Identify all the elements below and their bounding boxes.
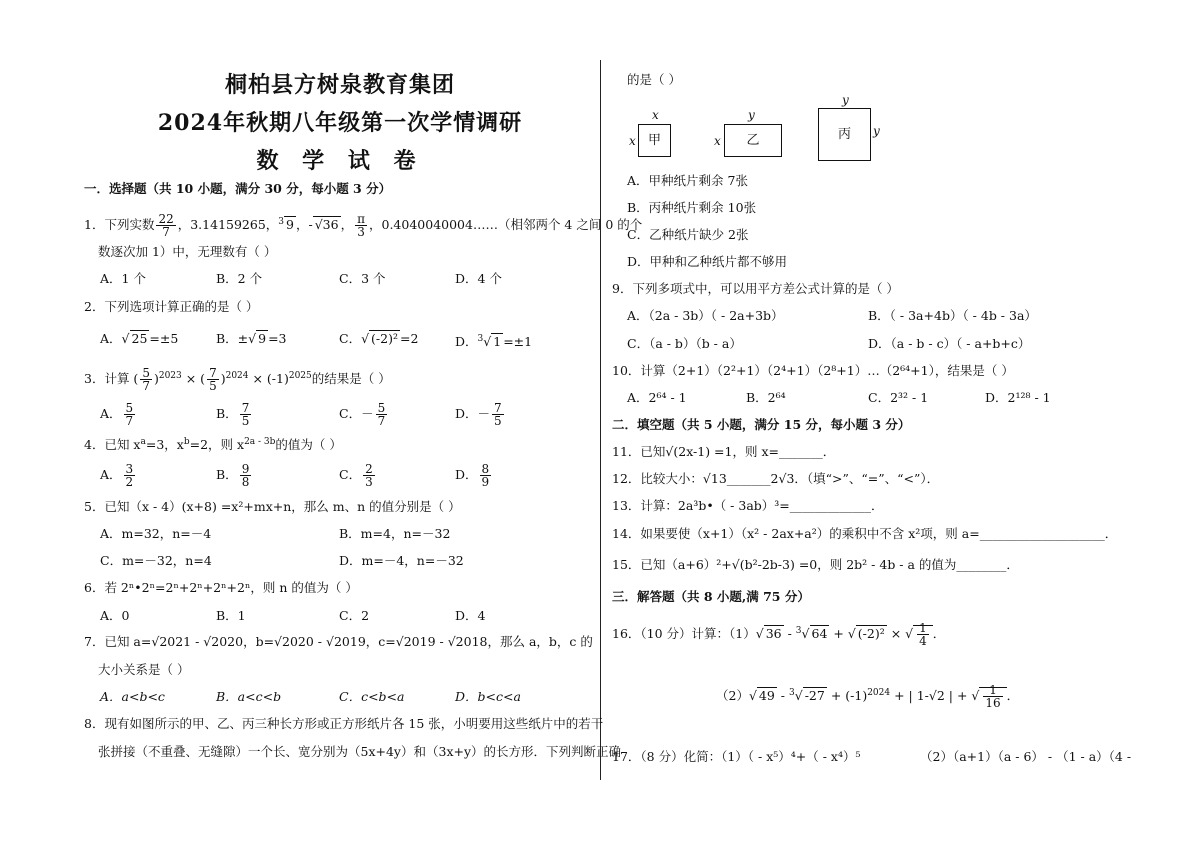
q8-yi-top-label: y bbox=[748, 108, 755, 122]
q3-option-a[interactable]: A． $\frac{5}{7}$ bbox=[100, 401, 134, 428]
q8-piece-yi: 乙 bbox=[724, 124, 782, 157]
q8-option-b[interactable]: B．丙种纸片剩余 10张 bbox=[627, 200, 757, 215]
q8-option-c[interactable]: C．乙种纸片缺少 2张 bbox=[627, 227, 749, 242]
q7-option-a[interactable]: A．a<b<c bbox=[100, 689, 165, 704]
q7-option-d[interactable]: D．b<c<a bbox=[455, 689, 521, 704]
q6-option-b[interactable]: B．1 bbox=[216, 608, 246, 623]
q6-option-d[interactable]: D．4 bbox=[455, 608, 486, 623]
q8-option-a[interactable]: A．甲种纸片剩余 7张 bbox=[627, 173, 748, 188]
q9-stem: 9．下列多项式中，可以用平方差公式计算的是（ ） bbox=[612, 281, 899, 296]
q8-yi-side-label: x bbox=[714, 134, 721, 148]
section-fill-heading: 二．填空题（共 5 小题，满分 15 分，每小题 3 分） bbox=[612, 417, 911, 432]
q8-piece-jia: 甲 bbox=[638, 124, 671, 157]
q5-option-c[interactable]: C．m=－32，n=4 bbox=[100, 553, 212, 568]
q10-stem: 10．计算（2+1）（2²+1）（2⁴+1）（2⁸+1）…（2⁶⁴+1），结果是（ ） bbox=[612, 363, 1014, 378]
q15: 15．已知（a+6）²+√(b²-2b-3) =0，则 2b² - 4b - a 的值为________． bbox=[612, 557, 1019, 572]
q1-option-a[interactable]: A．1 个 bbox=[100, 271, 146, 286]
q4-option-a[interactable]: A． $\frac{3}{2}$ bbox=[100, 462, 134, 489]
q4-stem: 4．已知 $x^a=3$，$x^b=2$，则 $x^{2a - 3b}$的值为（ ） bbox=[84, 437, 342, 453]
q4-option-b[interactable]: B． $\frac{9}{8}$ bbox=[216, 462, 250, 489]
q5-stem: 5．已知（x - 4）(x+8) =x²+mx+n，那么 m、n 的值分别是（ ） bbox=[84, 499, 461, 514]
q6-stem: 6．若 2ⁿ•2ⁿ=2ⁿ+2ⁿ+2ⁿ+2ⁿ，则 n 的值为（ ） bbox=[84, 580, 358, 595]
q6-option-a[interactable]: A．0 bbox=[100, 608, 130, 623]
q9-option-c[interactable]: C．（a - b）（b - a） bbox=[627, 336, 742, 351]
q3-option-d[interactable]: D．－ $\frac{7}{5}$ bbox=[455, 401, 502, 428]
exam-title: 2024年秋期八年级第一次学情调研 bbox=[157, 110, 523, 136]
q12: 12．比较大小：√13_______2√3．（填“>”、“=”、“<”）． bbox=[612, 471, 940, 486]
q2-option-a[interactable]: A．√ 25 =±5 bbox=[100, 331, 179, 346]
q5-option-b[interactable]: B．m=4，n=－32 bbox=[339, 526, 451, 541]
q4-option-c[interactable]: C． $\frac{2}{3}$ bbox=[339, 462, 373, 489]
q8-bing-side-label: y bbox=[873, 124, 880, 138]
q8-stem-3: 的是（ ） bbox=[627, 72, 681, 87]
q8-piece-bing: 丙 bbox=[818, 108, 871, 161]
q8-option-d[interactable]: D．甲种和乙种纸片都不够用 bbox=[627, 254, 788, 269]
q10-option-d[interactable]: D．2¹²⁸ - 1 bbox=[985, 390, 1051, 405]
section-solve-heading: 三．解答题（共 8 小题,满 75 分） bbox=[612, 589, 810, 604]
subject-title: 数 学 试 卷 bbox=[256, 148, 424, 174]
q1-option-b[interactable]: B．2 个 bbox=[216, 271, 263, 286]
q8-stem-1: 8．现有如图所示的甲、乙、丙三种长方形或正方形纸片各 15 张，小明要用这些纸片中的若干 bbox=[84, 716, 604, 731]
q9-option-a[interactable]: A．（2a - 3b）（ - 2a+3b） bbox=[627, 308, 784, 323]
q3-option-b[interactable]: B． $\frac{7}{5}$ bbox=[216, 401, 250, 428]
q10-option-a[interactable]: A．2⁶⁴ - 1 bbox=[627, 390, 687, 405]
q8-bing-top-label: y bbox=[842, 93, 849, 107]
q7-option-b[interactable]: B．a<c<b bbox=[216, 689, 282, 704]
q6-option-c[interactable]: C．2 bbox=[339, 608, 370, 623]
q8-stem-2: 张拼接（不重叠、无缝隙）一个长、宽分别为（5x+4y）和（3x+y）的长方形．下列判断正确 bbox=[98, 744, 622, 759]
q2-option-c[interactable]: C．√ (-2)² =2 bbox=[339, 331, 419, 346]
q16-part1: 16．（10 分）计算：（1）√ 36 - $^3$√ 64 + √ (-2)² × √ $\frac{1}{4}$ ． bbox=[612, 621, 946, 648]
q1-stem: 1．下列实数 $\frac{22}{7}$ ，3.14159265，$^3$ 9 ，- √36 ， $\frac{\pi}{3}$ ，0.4040040004……（相邻两个 4 之间 0 的个 bbox=[84, 212, 643, 239]
q1-option-d[interactable]: D．4 个 bbox=[455, 271, 502, 286]
q3-option-c[interactable]: C．－ $\frac{5}{7}$ bbox=[339, 401, 386, 428]
q13: 13．计算：2a³b•（ - 3ab）³=_____________． bbox=[612, 498, 884, 513]
q9-option-b[interactable]: B．（ - 3a+4b）（ - 4b - 3a） bbox=[868, 308, 1037, 323]
q2-stem: 2．下列选项计算正确的是（ ） bbox=[84, 299, 259, 314]
q11: 11．已知√(2x-1) =1，则 x=_______． bbox=[612, 444, 836, 459]
column-divider bbox=[600, 60, 601, 780]
q14: 14．如果要使（x+1）（x² - 2ax+a²）的乘积中不含 x²项，则 a=____________________． bbox=[612, 526, 1118, 541]
q8-jia-side-label: x bbox=[629, 134, 636, 148]
q5-option-d[interactable]: D．m=－4，n=－32 bbox=[339, 553, 464, 568]
q10-option-b[interactable]: B．2⁶⁴ bbox=[746, 390, 786, 405]
q2-option-b[interactable]: B．±√ 9 =3 bbox=[216, 331, 287, 346]
q1-stem-cont: 数逐次加 1）中，无理数有（ ） bbox=[98, 244, 277, 259]
q10-option-c[interactable]: C．2³² - 1 bbox=[868, 390, 929, 405]
q7-stem: 7．已知 a=√2021 - √2020，b=√2020 - √2019，c=√2019 - √2018，那么 a，b，c 的 bbox=[84, 634, 593, 649]
q4-option-d[interactable]: D． $\frac{8}{9}$ bbox=[455, 462, 490, 489]
q7-stem-cont: 大小关系是（ ） bbox=[98, 662, 190, 677]
q7-option-c[interactable]: C．c<b<a bbox=[339, 689, 405, 704]
q2-option-d[interactable]: D．$^3$√ 1 =±1 bbox=[455, 334, 533, 350]
section-choice-heading: 一．选择题（共 10 小题，满分 30 分，每小题 3 分） bbox=[84, 181, 392, 196]
q3-stem: 3．计算 ( $\frac{5}{7}$ )$^{2023}$ × ( $\frac{7}{5}$ )$^{2024} \times (-1)^{2025}$的结果是（ ） bbox=[84, 366, 391, 393]
q8-jia-top-label: x bbox=[652, 108, 659, 122]
q16-part2: （2）√ 49 - $^3$√ $-27 + (-1)^{2024}$ + | 1-√2 | + √ $\frac{1}{16}$ ． bbox=[716, 683, 1020, 710]
school-title: 桐柏县方树泉教育集团 bbox=[224, 72, 455, 98]
q1-option-c[interactable]: C．3 个 bbox=[339, 271, 386, 286]
q9-option-d[interactable]: D．（a - b - c）（ - a+b+c） bbox=[868, 336, 1031, 351]
q17-part1: 17．（8 分）化简：（1）（ - x⁵）⁴+（ - x⁴）⁵ bbox=[612, 749, 861, 764]
q5-option-a[interactable]: A．m=32，n=－4 bbox=[100, 526, 212, 541]
q17-part2: （2）（a+1）（a - 6） - （1 - a）（4 - bbox=[920, 749, 1132, 764]
